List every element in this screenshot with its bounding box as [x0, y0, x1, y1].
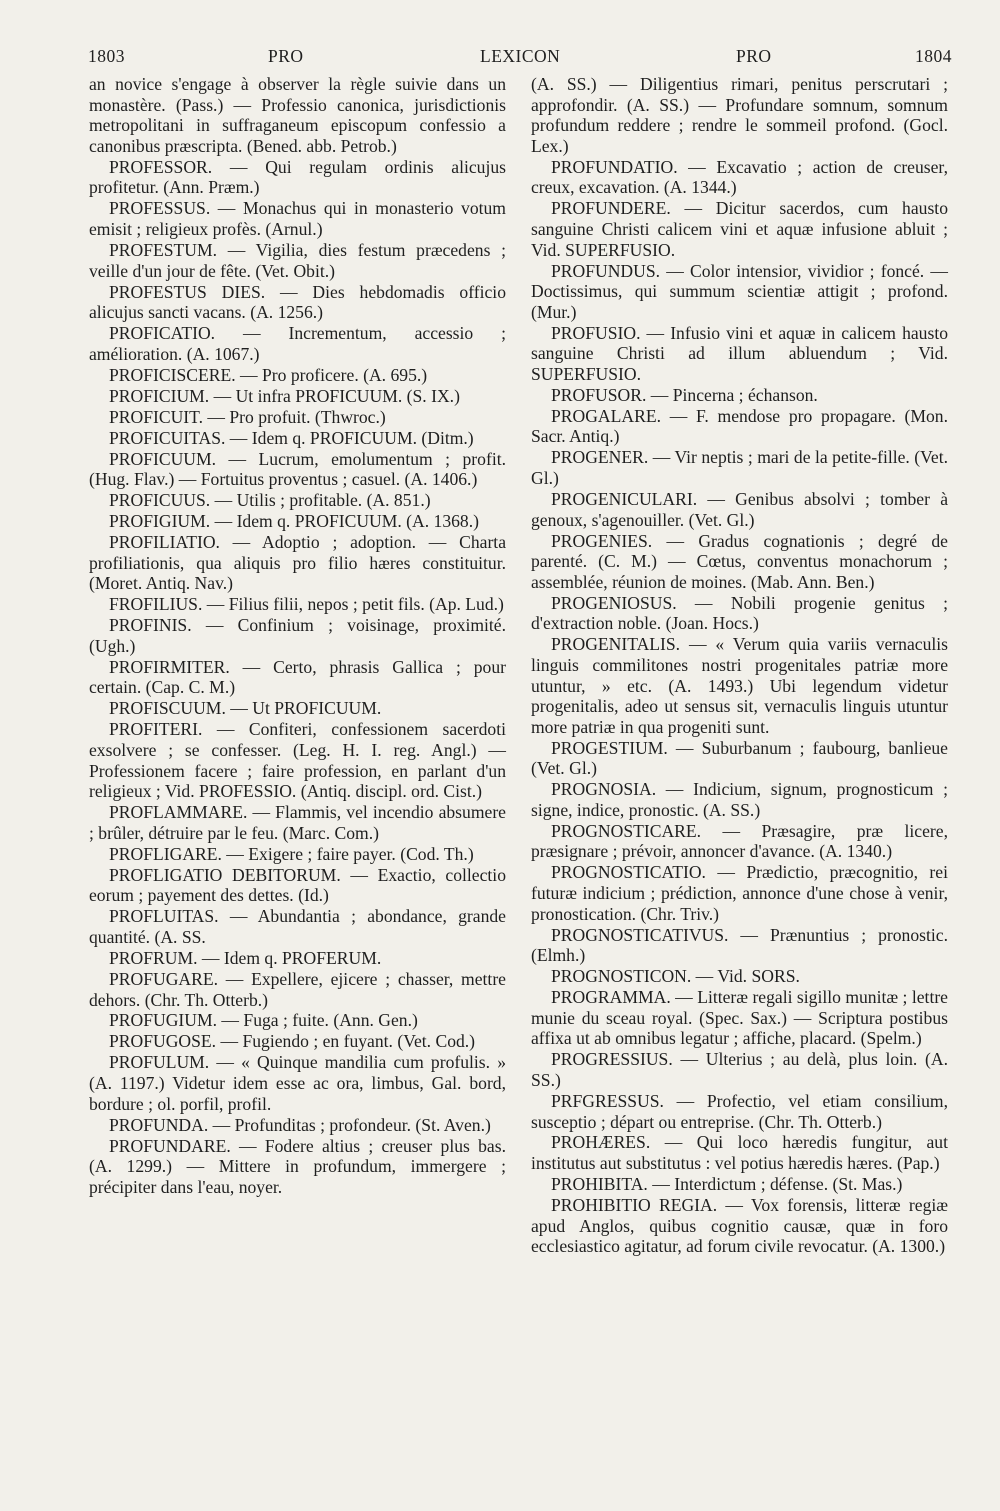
dictionary-entry: PROFULUM. — « Quinque mandilia cum profulis. » (A. 1197.) Videtur idem esse ac ora, limbus, Gal. bord, bordure ; ol. porfil, profil.: [89, 1052, 506, 1114]
entry-continuation: an novice s'engage à observer la règle suivie dans un monastère. (Pass.) — Professio canonica, jurisdictionis metropolitani in suffraganeum episcopum confessio a canonibus præscripta. (Bened. abb. Petrob.): [89, 74, 506, 156]
dictionary-entry: PROFILIATIO. — Adoptio ; adoption. — Charta profiliationis, qua aliquis pro filio hæres constituitur. (Moret. Antiq. Nav.): [89, 532, 506, 594]
dictionary-entry: PROFICIUM. — Ut infra PROFICUUM. (S. IX.): [109, 385, 460, 406]
running-header: [88, 40, 952, 70]
dictionary-entry: PROFUSIO. — Infusio vini et aquæ in calicem hausto sanguine Christi ad illum abluendum ; Vid. SUPERFUSIO.: [531, 322, 948, 384]
dictionary-entry: PROGESTIUM. — Suburbanum ; faubourg, banlieue (Vet. Gl.): [531, 737, 948, 779]
page-number-left: 1803: [88, 46, 125, 66]
dictionary-entry: PROFUGIUM. — Fuga ; fuite. (Ann. Gen.): [109, 1010, 418, 1031]
dictionary-entry: PROFUSOR. — Pincerna ; échanson.: [551, 384, 818, 405]
page-number-right: 1804: [915, 46, 952, 66]
dictionary-entry: PROFICUUS. — Utilis ; profitable. (A. 851.): [109, 490, 431, 511]
dictionary-entry: PROGRESSIUS. — Ulterius ; au delà, plus loin. (A. SS.): [531, 1049, 948, 1090]
dictionary-entry: PROFITERI. — Confiteri, confessionem sacerdoti exsolvere ; se confesser. (Leg. H. I. reg. Angl.) — Professionem facere ; faire profession, en parlant d'un religieux ; Vid. PROFESSIO. (Antiq. discipl. ord. Cist.): [89, 719, 506, 802]
dictionary-entry: PROFLIGATIO DEBITORUM. — Exactio, collectio eorum ; payement des dettes. (Id.): [89, 864, 506, 906]
dictionary-entry: PROFLAMMARE. — Flammis, vel incendio absumere ; brûler, détruire par le feu. (Marc. Com.): [89, 802, 506, 843]
dictionary-entry: PROGENIOSUS. — Nobili progenie genitus ; d'extraction noble. (Joan. Hocs.): [531, 592, 948, 634]
dictionary-entry: PROGNOSTICATIVUS. — Prænuntius ; pronostic. (Elmh.): [531, 924, 948, 966]
dictionary-entry: PROFESTUS DIES. — Dies hebdomadis officio alicujus sancti vacans. (A. 1256.): [89, 281, 506, 323]
dictionary-entry: PROFESTUM. — Vigilia, dies festum præcedens ; veille d'un jour de fête. (Vet. Obit.): [89, 239, 506, 281]
dictionary-entry: PROFESSOR. — Qui regulam ordinis alicujus profitetur. (Ann. Præm.): [89, 156, 506, 198]
dictionary-entry: PROFUGOSE. — Fugiendo ; en fuyant. (Vet. Cod.): [109, 1031, 476, 1052]
dictionary-entry: PROGENITALIS. — « Verum quia variis vernaculis linguis commilitones nostri progenitales patriæ more utuntur, » etc. (A. 1493.) Ubi legendum videtur progenitalis, adeo ut sensus sit, vernaculis linguis utuntur more patriæ in qua progeniti sunt.: [531, 634, 948, 737]
dictionary-entry: FROFILIUS. — Filius filii, nepos ; petit fils. (Ap. Lud.): [109, 594, 504, 615]
dictionary-entry: PROGENICULARI. — Genibus absolvi ; tomber à genoux, s'agenouiller. (Vet. Gl.): [531, 489, 948, 530]
dictionary-entry: PROGENIES. — Gradus cognationis ; degré de parenté. (C. M.) — Cœtus, conventus monachorum ; assemblée, réunion de moines. (Mab. Ann. Ben.): [531, 530, 948, 592]
dictionary-entry: PROFLUITAS. — Abundantia ; abondance, grande quantité. (A. SS.: [89, 906, 506, 947]
dictionary-entry: PROGNOSTICON. — Vid. SORS.: [551, 966, 800, 987]
header-title: LEXICON: [480, 46, 561, 66]
dictionary-entry: PROFIGIUM. — Idem q. PROFICUUM. (A. 1368.): [109, 511, 479, 532]
dictionary-entry: PROFUNDERE. — Dicitur sacerdos, cum hausto sanguine Christi calicem vini et aquæ infusione abluit ; Vid. SUPERFUSIO.: [531, 198, 948, 260]
dictionary-entry: PROFUNDATIO. — Excavatio ; action de creuser, creux, excavation. (A. 1344.): [531, 156, 948, 198]
dictionary-entry: PRFGRESSUS. — Profectio, vel etiam consilium, susceptio ; départ ou entreprise. (Chr. Th. Otterb.): [531, 1090, 948, 1132]
dictionary-entry: PROFLIGARE. — Exigere ; faire payer. (Cod. Th.): [109, 843, 474, 864]
left-column: [89, 74, 506, 1198]
dictionary-entry: PROFICATIO. — Incrementum, accessio ; amélioration. (A. 1067.): [89, 323, 506, 364]
entry-continuation: (A. SS.) — Diligentius rimari, penitus perscrutari ; approfondir. (A. SS.) — Profundare somnum, somnum profundum reddere ; rendre le sommeil profond. (Gocl. Lex.): [531, 74, 948, 156]
dictionary-entry: PROGENER. — Vir neptis ; mari de la petite-fille. (Vet. Gl.): [531, 447, 948, 489]
dictionary-entry: PROHÆRES. — Qui loco hæredis fungitur, aut institutus aut substitutus : vel potius hæredis hæres. (Pap.): [531, 1132, 948, 1174]
guide-word-left: PRO: [268, 46, 304, 66]
dictionary-entry: PROFUNDA. — Profunditas ; profondeur. (St. Aven.): [109, 1114, 491, 1135]
dictionary-entry: PROFICUIT. — Pro profuit. (Thwroc.): [109, 406, 386, 427]
dictionary-entry: PROFRUM. — Idem q. PROFERUM.: [109, 947, 382, 968]
dictionary-entry: PROFUNDARE. — Fodere altius ; creuser plus bas. (A. 1299.) — Mittere in profundum, immergere ; précipiter dans l'eau, noyer.: [89, 1135, 506, 1197]
dictionary-entry: PROHIBITA. — Interdictum ; défense. (St. Mas.): [551, 1174, 903, 1195]
dictionary-entry: PROGNOSTICARE. — Præsagire, præ licere, præsignare ; prévoir, annoncer d'avance. (A. 1340.): [531, 820, 948, 862]
dictionary-entry: PROFUGARE. — Expellere, ejicere ; chasser, mettre dehors. (Chr. Th. Otterb.): [89, 968, 506, 1010]
dictionary-entry: PROFESSUS. — Monachus qui in monasterio votum emisit ; religieux profès. (Arnul.): [89, 198, 506, 239]
dictionary-entry: PROGRAMMA. — Litteræ regali sigillo munitæ ; lettre munie du sceau royal. (Spec. Sax.) — Scriptura postibus affixa ut ab omnibus legatur ; affiche, placard. (Spelm.): [531, 987, 948, 1049]
dictionary-entry: PROFUNDUS. — Color intensior, vividior ; foncé. — Doctissimus, qui summum scientiæ attigit ; profond. (Mur.): [531, 260, 948, 322]
dictionary-entry: PROFISCUUM. — Ut PROFICUUM.: [109, 698, 382, 719]
dictionary-entry: PROFICUUM. — Lucrum, emolumentum ; profit. (Hug. Flav.) — Fortuitus proventus ; casuel. (A. 1406.): [89, 448, 506, 490]
dictionary-entry: PROGNOSIA. — Indicium, signum, prognosticum ; signe, indice, pronostic. (A. SS.): [531, 779, 948, 820]
dictionary-entry: PROFICISCERE. — Pro proficere. (A. 695.): [109, 364, 428, 385]
guide-word-right: PRO: [736, 46, 772, 66]
dictionary-entry: PROFICUITAS. — Idem q. PROFICUUM. (Ditm.): [109, 427, 474, 448]
dictionary-entry: PROGNOSTICATIO. — Prædictio, præcognitio, rei futuræ indicium ; prédiction, annonce d'une chose à venir, pronostication. (Chr. Triv.): [531, 862, 948, 924]
right-column: [531, 74, 948, 1257]
dictionary-entry: PROFINIS. — Confinium ; voisinage, proximité. (Ugh.): [89, 615, 506, 656]
dictionary-entry: PROHIBITIO REGIA. — Vox forensis, litteræ regiæ apud Anglos, quibus cognitio causæ, quæ in foro ecclesiastico agitatur, ad forum civile revocatur. (A. 1300.): [531, 1195, 948, 1257]
dictionary-entry: PROGALARE. — F. mendose pro propagare. (Mon. Sacr. Antiq.): [531, 405, 948, 447]
dictionary-entry: PROFIRMITER. — Certo, phrasis Gallica ; pour certain. (Cap. C. M.): [89, 656, 506, 698]
